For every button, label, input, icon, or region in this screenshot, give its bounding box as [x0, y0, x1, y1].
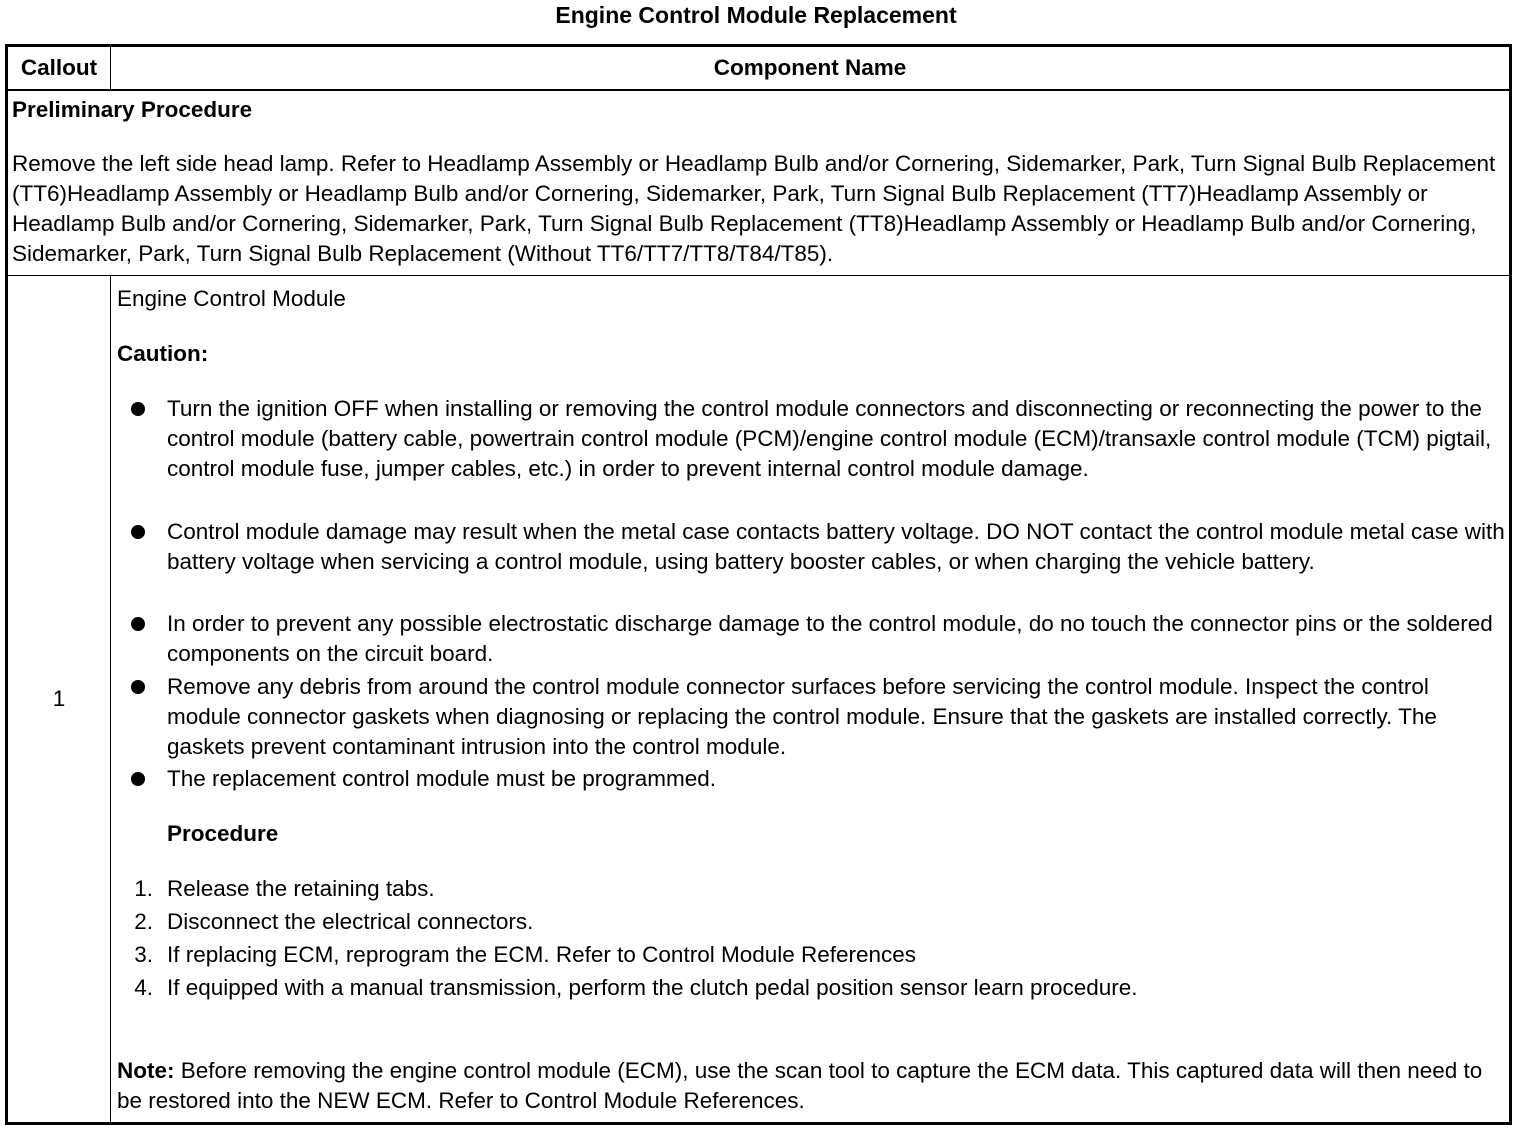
- component-cell: [111, 276, 1509, 1122]
- note: [117, 1056, 1507, 1116]
- bullet-icon: [131, 680, 145, 694]
- table-row: [8, 276, 1509, 1122]
- caution-label: Caution:: [117, 341, 209, 366]
- page-title: Engine Control Module Replacement: [555, 2, 957, 28]
- bullet-icon: [131, 525, 145, 539]
- step-number: 4.: [134, 975, 153, 1000]
- step-text: Disconnect the electrical connectors.: [167, 909, 534, 934]
- step-text: If equipped with a manual transmission, perform the clutch pedal position sensor learn procedure.: [167, 975, 1138, 1000]
- step-text: If replacing ECM, reprogram the ECM. Refer to Control Module References: [167, 942, 917, 967]
- preliminary-text: Remove the left side head lamp. Refer to Headlamp Assembly or Headlamp Bulb and/or Cornering, Sidemarker, Park, Turn Signal Bulb Replacement (TT6)Headlamp Assembly or Headlamp Bulb and/or Cornering, Sidemarker, Park, Turn Signal Bulb Replacement (TT7)Headlamp Assembly or Headlamp Bulb and/or Cornering, Sidemarker, Park, Turn Signal Bulb Replacement (TT8)Headlamp Assembly or Headlamp Bulb and/or Cornering, Sidemarker, Park, Turn Signal Bulb Replacement (Without TT6/TT7/TT8/T84/T85).: [12, 151, 1496, 266]
- header-component-name: Component Name: [713, 55, 907, 80]
- step-number: 3.: [134, 942, 153, 967]
- caution-text: Turn the ignition OFF when installing or removing the control module connectors and disconnecting or reconnecting the power to the control module (battery cable, powertrain control module (PCM)/engine control module (ECM)/transaxle control module (TCM) pigtail, control module fuse, jumper cables, etc.) in order to prevent internal control module damage.: [167, 396, 1492, 481]
- caution-text: In order to prevent any possible electrostatic discharge damage to the control module, do no touch the connector pins or the soldered components on the circuit board.: [167, 611, 1493, 666]
- callout-cell: [8, 276, 111, 1122]
- callout-number: 1: [52, 686, 66, 711]
- procedure-label: Procedure: [167, 821, 279, 846]
- step-number: 2.: [134, 909, 153, 934]
- component-name: Engine Control Module: [117, 286, 346, 311]
- bullet-icon: [131, 402, 145, 416]
- caution-text: Remove any debris from around the control module connector surfaces before servicing the control module. Inspect the control module connector gaskets when diagnosing or replacing the control module. Ensure that the gaskets are installed correctly. The gaskets prevent contaminant intrusion into the control module.: [167, 674, 1437, 759]
- preliminary-title: Preliminary Procedure: [12, 97, 253, 122]
- procedure-table: [5, 44, 1512, 1125]
- step-text: Release the retaining tabs.: [167, 876, 435, 901]
- preliminary-procedure-row: [8, 91, 1509, 276]
- step-number: 1.: [134, 876, 153, 901]
- bullet-icon: [131, 772, 145, 786]
- caution-text: The replacement control module must be programmed.: [167, 766, 717, 791]
- note-label: Note:: [117, 1058, 175, 1083]
- header-callout: Callout: [8, 47, 111, 89]
- bullet-icon: [131, 617, 145, 631]
- table-header: [8, 47, 1509, 91]
- note-text: Before removing the engine control module (ECM), use the scan tool to capture the ECM data. This captured data will then need to be restored into the NEW ECM. Refer to Control Module References.: [117, 1058, 1483, 1113]
- caution-text: Control module damage may result when the metal case contacts battery voltage. DO NOT contact the control module metal case with battery voltage when servicing a control module, using battery booster cables, or when charging the vehicle battery.: [167, 519, 1505, 574]
